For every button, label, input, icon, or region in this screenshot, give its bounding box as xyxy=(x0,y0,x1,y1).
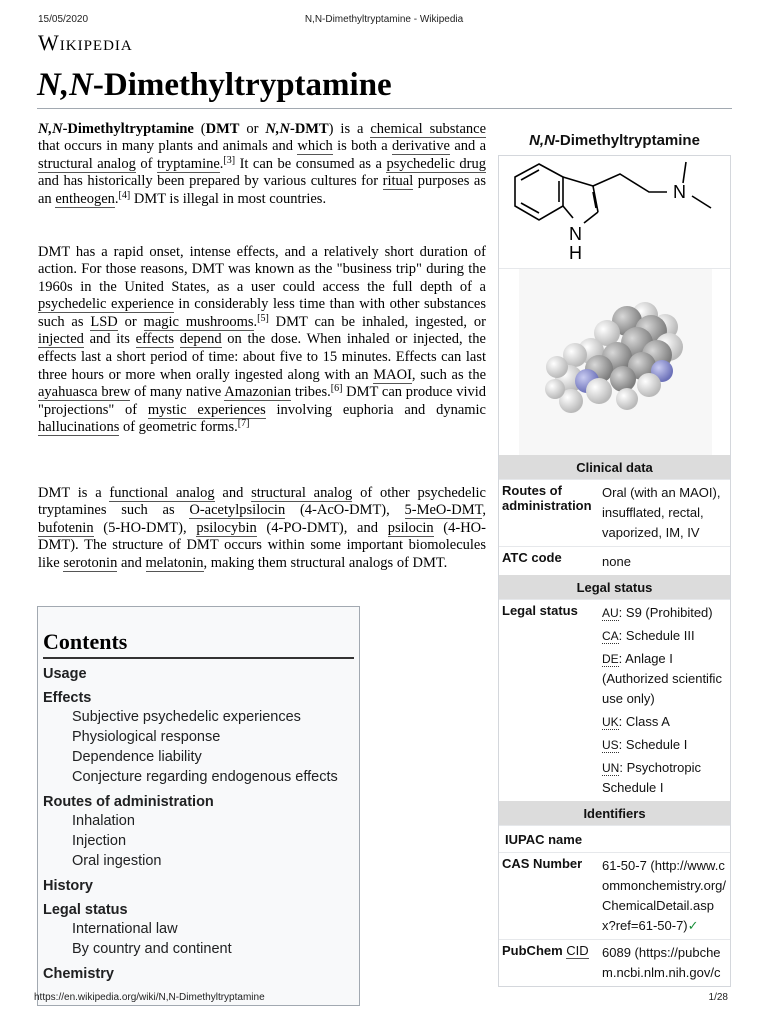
text-run: (4-AcO-DMT), xyxy=(285,502,405,519)
text-run: DMT is illegal in most countries. xyxy=(130,190,327,207)
page-title-italic: N,N xyxy=(37,67,93,103)
article-link[interactable]: which xyxy=(297,138,333,155)
article-link[interactable]: entheogen xyxy=(55,190,115,207)
infobox-title: N,N-Dimethyltryptamine xyxy=(529,132,700,149)
citation-ref[interactable]: [5] xyxy=(257,312,269,324)
text-run: or xyxy=(239,120,266,137)
text-run: ( xyxy=(193,120,206,137)
space-filling-model-image[interactable] xyxy=(499,269,730,455)
article-link[interactable]: depend xyxy=(179,331,222,348)
space-filling-model-svg xyxy=(499,269,730,455)
amine-nitrogen-label: N xyxy=(673,182,686,202)
print-date: 15/05/2020 xyxy=(38,14,89,25)
toc-list xyxy=(43,666,354,983)
text-run: , making them structural analogs of DMT. xyxy=(203,554,448,571)
text-run: involving euphoria and dynamic xyxy=(265,401,486,418)
toc-item[interactable]: Effects xyxy=(43,690,92,706)
infobox-frame xyxy=(498,155,731,987)
infobox-row-pubchem xyxy=(499,939,730,986)
article-link[interactable]: bufotenin xyxy=(38,519,94,536)
article-link[interactable]: ayahuasca brew xyxy=(38,384,131,401)
article-link[interactable]: ritual xyxy=(382,173,414,190)
intro-paragraph-2 xyxy=(38,244,486,438)
citation-ref[interactable]: [7] xyxy=(237,418,250,430)
toc-subitem[interactable]: By country and continent xyxy=(72,941,232,957)
text-run: or xyxy=(117,313,144,330)
citation-ref[interactable]: [4] xyxy=(118,189,131,201)
article-link[interactable]: magic mushrooms xyxy=(143,313,254,330)
table-of-contents xyxy=(37,606,360,1006)
structural-formula-image[interactable] xyxy=(499,156,730,269)
cas-number-label[interactable]: CAS Number xyxy=(502,856,583,871)
text-run: and xyxy=(117,554,146,571)
text-run: of geometric forms. xyxy=(119,419,238,436)
text-run: and its xyxy=(83,331,136,348)
legal-item-ca: CA: Schedule III xyxy=(602,628,695,643)
article-link[interactable]: 5-MeO-DMT xyxy=(404,502,483,519)
text-run: N,N xyxy=(265,120,290,137)
text-run: DMT has a rapid onset, intense effects, and a relatively short duration of action. For those reasons, DMT was known as the "business trip" during the 1960s in the United States, as a user could access the full depth of a xyxy=(38,243,486,295)
legal-item-us: US: Schedule I xyxy=(602,737,688,752)
article-link[interactable]: Amazonian xyxy=(224,384,292,401)
text-run: DMT is a xyxy=(38,484,110,501)
text-run: that occurs in many plants and animals and xyxy=(38,138,298,155)
toc-item[interactable]: Legal status xyxy=(43,902,128,918)
text-run: and xyxy=(214,484,252,501)
citation-ref[interactable]: [6] xyxy=(330,383,343,395)
toc-subitem[interactable]: Oral ingestion xyxy=(72,853,162,869)
iupac-name-label[interactable]: IUPAC name xyxy=(505,832,583,847)
text-run: in considerably less time than with other substances such as xyxy=(38,296,487,330)
text-run: (4-HO-DMT). The structure of DMT occurs within some important biomolecules like xyxy=(38,519,486,571)
text-run: of xyxy=(135,155,157,172)
page-title xyxy=(37,66,732,109)
intro-paragraph-1 xyxy=(38,121,486,209)
text-run: . xyxy=(219,155,224,172)
cas-number-value[interactable]: 61-50-7 (http://www.commonchemistry.org/ChemicalDetail.aspx?ref=61-50-7)✓ xyxy=(602,858,727,933)
article-link[interactable]: hallucinations xyxy=(38,419,120,436)
toc-subitem[interactable]: Dependence liability xyxy=(72,749,202,765)
toc-item[interactable]: History xyxy=(43,878,93,894)
toc-subitem[interactable]: Inhalation xyxy=(72,813,135,829)
infobox-section-legal-status: Legal status xyxy=(499,575,730,599)
toc-item[interactable]: Usage xyxy=(43,666,87,682)
text-run: -DMT xyxy=(289,120,329,137)
infobox-row-cas xyxy=(499,852,730,939)
legal-status-list xyxy=(602,600,730,801)
article-link[interactable]: melatonin xyxy=(145,554,204,571)
toc-item[interactable]: Routes of administration xyxy=(43,794,214,810)
citation-ref[interactable]: [3] xyxy=(223,154,236,166)
article-link[interactable]: injected xyxy=(38,331,84,348)
text-run: tribes. xyxy=(291,384,331,401)
print-page-title: N,N-Dimethyltryptamine - Wikipedia xyxy=(304,14,464,25)
toc-subitem[interactable]: Subjective psychedelic experiences xyxy=(72,709,301,725)
infobox xyxy=(498,124,731,987)
atc-value: none xyxy=(602,554,631,569)
article-link[interactable]: psilocin xyxy=(387,519,434,536)
text-run: DMT can produce vivid "projections" of xyxy=(38,384,487,418)
article-link[interactable]: functional analog xyxy=(109,484,215,501)
page-title-rest: -Dimethyltryptamine xyxy=(92,67,392,103)
infobox-row-atc xyxy=(499,546,730,575)
infobox-section-identifiers: Identifiers xyxy=(499,801,730,825)
routes-label[interactable]: Routes of administration xyxy=(502,483,592,513)
article-link[interactable]: LSD xyxy=(90,313,118,330)
text-run: It can be consumed as a xyxy=(235,155,387,172)
infobox-section-clinical-data: Clinical data xyxy=(499,455,730,479)
print-page-number: 1/28 xyxy=(708,992,728,1003)
article-link[interactable]: psilocybin xyxy=(196,519,257,536)
article-link[interactable]: tryptamine xyxy=(156,155,220,172)
article-link[interactable]: MAOI xyxy=(373,366,412,383)
text-run: -Dimethyltryptamine xyxy=(62,120,194,137)
ring-nitrogen-label: N xyxy=(569,224,582,244)
text-run: on the dose. When inhaled or injected, the effects last a short period of time: about five to 15 minutes. Effects can last three hours or more when orally ingested along with an xyxy=(38,331,486,383)
infobox-row-routes xyxy=(499,479,730,546)
print-footer xyxy=(34,992,728,1006)
text-run: (5-HO-DMT), xyxy=(93,519,197,536)
toc-subitem[interactable]: Physiological response xyxy=(72,729,221,745)
text-run: and a xyxy=(449,138,487,155)
text-run: N,N xyxy=(38,120,63,137)
legal-item-de: DE: Anlage I (Authorized scientific use only) xyxy=(602,651,722,706)
text-run: . xyxy=(253,313,258,330)
article-link[interactable]: psychedelic experience xyxy=(38,296,174,313)
verified-check-icon: ✓ xyxy=(687,918,699,933)
article-link[interactable]: derivative xyxy=(392,138,450,155)
legal-status-label[interactable]: Legal status xyxy=(502,603,578,618)
infobox-row-legal xyxy=(499,599,730,801)
article-link[interactable]: effects xyxy=(135,331,175,348)
ring-hydrogen-label: H xyxy=(569,243,582,263)
text-run: , such as the xyxy=(411,366,486,383)
print-header xyxy=(38,14,730,28)
text-run: DMT can be inhaled, ingested, or xyxy=(268,313,486,330)
text-run: DMT xyxy=(205,120,240,137)
infobox-row-iupac xyxy=(499,825,730,852)
article-link[interactable]: structural analog xyxy=(38,155,136,172)
text-run: of many native xyxy=(130,384,225,401)
text-run: , xyxy=(482,502,486,519)
article-link[interactable]: chemical substance xyxy=(370,120,486,137)
article-link[interactable]: psychedelic drug xyxy=(386,155,486,172)
pubchem-value[interactable]: 6089 (https://pubchem.ncbi.nlm.nih.gov/c xyxy=(602,945,721,980)
text-run: (4-PO-DMT), and xyxy=(256,519,388,536)
text-run: of other psychedelic tryptamines such as xyxy=(38,484,486,519)
article-link[interactable]: mystic experiences xyxy=(147,401,266,418)
text-run: ) is a xyxy=(328,120,371,137)
toc-item[interactable]: Chemistry xyxy=(43,966,114,982)
text-run xyxy=(174,331,180,347)
legal-item-au: AU: S9 (Prohibited) xyxy=(602,605,713,620)
toc-subitem[interactable]: Conjecture regarding endogenous effects xyxy=(72,769,338,785)
text-run: . xyxy=(114,190,119,207)
wikipedia-wordmark[interactable]: Wikipedia xyxy=(38,30,133,55)
toc-subitem[interactable]: International law xyxy=(72,921,178,937)
intro-paragraph-3 xyxy=(38,485,486,573)
print-url: https://en.wikipedia.org/wiki/N,N-Dimethyltryptamine xyxy=(34,992,265,1003)
article-link[interactable]: O-acetylpsilocin xyxy=(189,502,286,519)
routes-value: Oral (with an MAOI), insufflated, rectal, vaporized, IM, IV xyxy=(602,485,721,540)
skeletal-formula-svg xyxy=(499,156,730,268)
toc-title: Contents xyxy=(43,629,354,659)
legal-item-un: UN: Psychotropic Schedule I xyxy=(602,760,701,795)
pubchem-cid-link[interactable]: CID xyxy=(566,943,589,958)
toc-subitem[interactable]: Injection xyxy=(72,833,127,849)
legal-item-uk: UK: Class A xyxy=(602,714,670,729)
article-link[interactable]: serotonin xyxy=(63,554,118,571)
pubchem-label[interactable]: PubChem CID xyxy=(502,943,589,958)
text-run: and has historically been prepared by various cultures for xyxy=(38,173,383,190)
article-link[interactable]: structural analog xyxy=(251,484,353,501)
text-run: is both a xyxy=(332,138,392,155)
atc-label[interactable]: ATC code xyxy=(502,550,562,565)
text-run: purposes as an xyxy=(38,173,486,207)
